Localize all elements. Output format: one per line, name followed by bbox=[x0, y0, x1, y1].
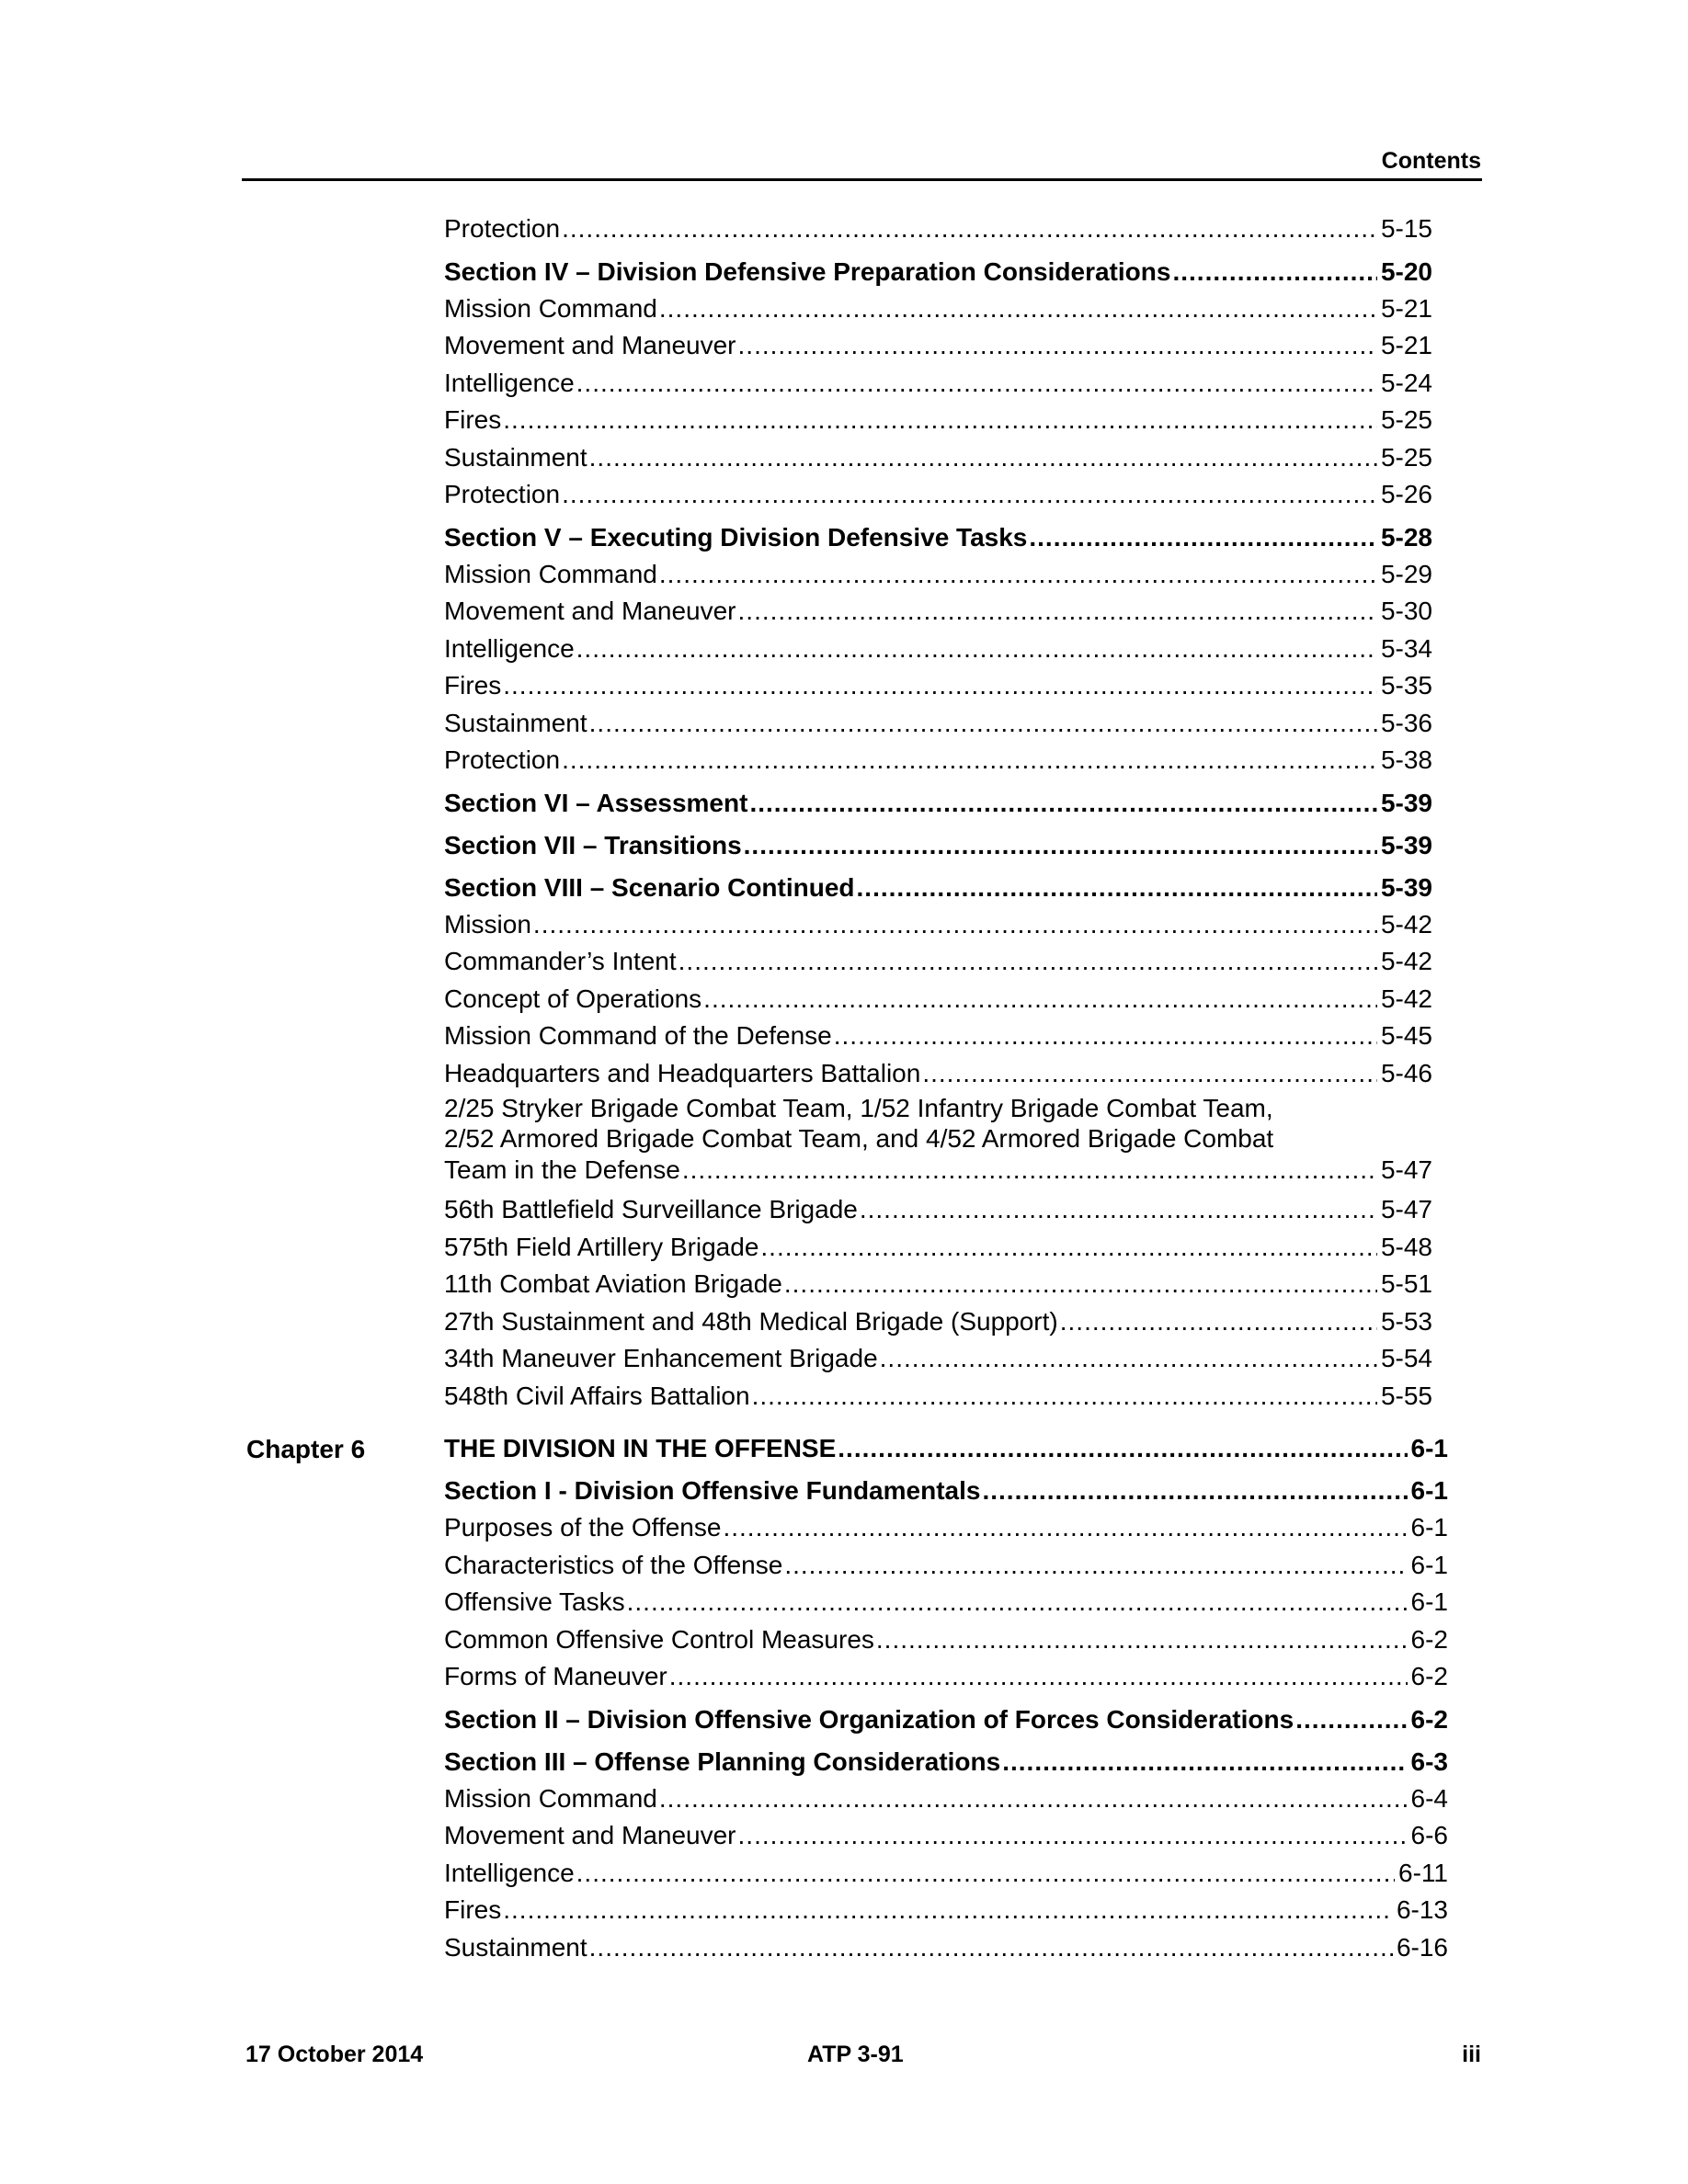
toc-entry-line bbox=[444, 1704, 1448, 1735]
toc-entry-line bbox=[444, 1475, 1448, 1507]
toc-entry-label: Forms of Maneuver bbox=[444, 1662, 667, 1690]
toc-entry[interactable] bbox=[0, 1341, 1688, 1379]
toc-entry-page: 5-15 bbox=[1380, 214, 1432, 243]
toc-entry-label: Section VIII – Scenario Continued bbox=[444, 872, 855, 902]
toc-entry-line bbox=[444, 670, 1432, 701]
toc-entry-line bbox=[444, 1433, 1448, 1464]
toc-entry-line bbox=[444, 213, 1432, 245]
chapter-title: THE DIVISION IN THE OFFENSE bbox=[444, 1434, 837, 1462]
toc-entry-line bbox=[444, 745, 1432, 776]
toc-entry-line bbox=[444, 1746, 1448, 1778]
toc-entry[interactable] bbox=[0, 982, 1688, 1019]
toc-leader-dots bbox=[1172, 256, 1377, 288]
header-title: Contents bbox=[1381, 148, 1481, 174]
toc-entry[interactable] bbox=[0, 668, 1688, 706]
toc-leader-dots bbox=[562, 213, 1377, 245]
toc-entry-page: 5-25 bbox=[1380, 442, 1432, 472]
toc-entry-page: 6-16 bbox=[1396, 1932, 1448, 1962]
toc-leader-dots bbox=[723, 1512, 1407, 1543]
toc-entry-line bbox=[444, 1343, 1432, 1374]
toc-entry-label: 575th Field Artillery Brigade bbox=[444, 1232, 759, 1261]
toc-entry-page: 6-4 bbox=[1410, 1783, 1448, 1813]
toc-entry-label-line2: 2/52 Armored Brigade Combat Team, and 4/52 Armored Brigade Combat bbox=[444, 1124, 1274, 1153]
toc-entry-page: 5-51 bbox=[1380, 1269, 1432, 1298]
toc-entry-label: 11th Combat Aviation Brigade bbox=[444, 1269, 782, 1298]
toc-leader-dots bbox=[738, 1820, 1408, 1851]
toc-leader-dots bbox=[784, 1550, 1407, 1581]
toc-entry-page: 5-28 bbox=[1380, 522, 1432, 552]
toc-entry-page: 5-25 bbox=[1380, 405, 1432, 434]
toc-entry-page: 6-6 bbox=[1410, 1821, 1448, 1849]
toc-entry-label: Section I - Division Offensive Fundamentals bbox=[444, 1476, 981, 1505]
toc-entry-line bbox=[444, 1894, 1448, 1926]
toc-entry[interactable] bbox=[0, 557, 1688, 595]
toc-entry-label: Mission bbox=[444, 909, 531, 938]
toc-entry-page: 6-1 bbox=[1410, 1476, 1448, 1505]
toc-entry-page: 5-36 bbox=[1380, 708, 1432, 737]
toc-entry-label: Protection bbox=[444, 480, 561, 508]
toc-entry-label: Section IV – Division Defensive Preparation Considerations bbox=[444, 256, 1171, 286]
toc-entry[interactable] bbox=[0, 515, 1688, 557]
toc-entry-page: 5-47 bbox=[1380, 1195, 1432, 1223]
toc-leader-dots bbox=[834, 1020, 1377, 1052]
toc-leader-dots bbox=[760, 1232, 1377, 1263]
toc-leader-dots bbox=[679, 946, 1377, 977]
toc-leader-dots bbox=[682, 1155, 1377, 1186]
toc-entry-line bbox=[444, 596, 1432, 627]
toc-entry-line bbox=[444, 1232, 1432, 1263]
toc-entry-line bbox=[444, 1820, 1448, 1851]
toc-entry[interactable] bbox=[0, 944, 1688, 982]
toc-leader-dots bbox=[744, 830, 1377, 861]
toc-leader-dots bbox=[589, 708, 1377, 739]
toc-entry-label: Fires bbox=[444, 405, 502, 434]
toc-leader-dots bbox=[982, 1475, 1407, 1507]
toc-entry-line bbox=[444, 1020, 1432, 1052]
toc-entry-label: Commander’s Intent bbox=[444, 947, 677, 975]
toc-entry[interactable] bbox=[0, 1659, 1688, 1697]
toc-entry[interactable] bbox=[0, 403, 1688, 440]
toc-entry-page: 5-42 bbox=[1380, 984, 1432, 1013]
toc-entry-page: 5-20 bbox=[1380, 256, 1432, 286]
toc-entry-label: Section V – Executing Division Defensive Tasks bbox=[444, 522, 1028, 552]
toc-entry-label: Movement and Maneuver bbox=[444, 597, 736, 625]
toc-entry-label: Movement and Maneuver bbox=[444, 1821, 736, 1849]
toc-entry[interactable] bbox=[0, 1548, 1688, 1586]
toc-entry-page: 6-11 bbox=[1398, 1858, 1448, 1887]
toc-entry-page: 5-26 bbox=[1380, 480, 1432, 508]
toc-entry-page: 6-2 bbox=[1410, 1704, 1448, 1734]
toc-entry[interactable] bbox=[0, 594, 1688, 631]
toc-entry-line bbox=[444, 1550, 1448, 1581]
toc-leader-dots bbox=[876, 1624, 1408, 1655]
toc-leader-dots bbox=[738, 596, 1377, 627]
toc-entry-label: Section VI – Assessment bbox=[444, 788, 748, 817]
toc-entry-label: 34th Maneuver Enhancement Brigade bbox=[444, 1344, 878, 1372]
toc-entry-line bbox=[444, 1155, 1432, 1186]
toc-entry-line bbox=[444, 1661, 1448, 1692]
toc-leader-dots bbox=[576, 368, 1377, 399]
toc-entry[interactable] bbox=[0, 1781, 1688, 1819]
toc-leader-dots bbox=[703, 984, 1377, 1015]
toc-leader-dots bbox=[533, 909, 1377, 940]
toc-entry-label: Section III – Offense Planning Considerations bbox=[444, 1746, 1001, 1776]
toc-entry-label: Sustainment bbox=[444, 708, 587, 737]
toc-entry-page: 5-48 bbox=[1380, 1232, 1432, 1261]
toc-entry-line bbox=[444, 1624, 1448, 1655]
toc-entry-page: 6-2 bbox=[1410, 1624, 1448, 1654]
toc-entry-page: 5-55 bbox=[1380, 1381, 1432, 1410]
toc-entry-page: 6-1 bbox=[1410, 1587, 1448, 1616]
toc-entry-line bbox=[444, 1194, 1432, 1225]
toc-entry-page: 5-42 bbox=[1380, 947, 1432, 975]
toc-entry[interactable] bbox=[0, 1856, 1688, 1894]
toc-entry[interactable] bbox=[0, 1818, 1688, 1856]
footer-publication: ATP 3-91 bbox=[807, 2042, 904, 2067]
toc-entry[interactable] bbox=[0, 1893, 1688, 1930]
toc-entry-label: Characteristics of the Offense bbox=[444, 1550, 783, 1579]
toc-entry-line bbox=[444, 330, 1432, 361]
toc-entry-page: 6-13 bbox=[1396, 1895, 1448, 1924]
toc-entry-line bbox=[444, 708, 1432, 739]
toc-leader-dots bbox=[752, 1381, 1377, 1412]
toc-entry-label: Intelligence bbox=[444, 633, 575, 663]
toc-entry-label: Section II – Division Offensive Organization of Forces Considerations bbox=[444, 1704, 1295, 1734]
toc-entry-label: Mission Command bbox=[444, 559, 657, 588]
toc-entry[interactable] bbox=[0, 1230, 1688, 1268]
toc-entry-label: Concept of Operations bbox=[444, 984, 702, 1013]
toc-entry-line bbox=[444, 1783, 1448, 1814]
toc-entry-page: 6-2 bbox=[1410, 1662, 1448, 1690]
toc-entry[interactable] bbox=[0, 1930, 1688, 1968]
toc-entry-page: 5-45 bbox=[1380, 1021, 1432, 1050]
toc-entry[interactable] bbox=[0, 1018, 1688, 1056]
toc-entry-label: Movement and Maneuver bbox=[444, 331, 736, 359]
toc-entry-line bbox=[444, 909, 1432, 940]
toc-entry-page: 5-54 bbox=[1380, 1344, 1432, 1372]
toc-entry-page: 5-42 bbox=[1380, 909, 1432, 938]
toc-leader-dots bbox=[1295, 1704, 1407, 1735]
toc-entry-page: 5-47 bbox=[1380, 1155, 1432, 1184]
toc-entry[interactable] bbox=[0, 1697, 1688, 1739]
table-of-contents bbox=[0, 211, 1688, 1967]
toc-entry-line bbox=[444, 984, 1432, 1015]
toc-entry[interactable] bbox=[0, 1304, 1688, 1342]
toc-entry-line bbox=[444, 1932, 1448, 1963]
toc-entry-label-line3: Team in the Defense bbox=[444, 1155, 680, 1184]
toc-entry-line bbox=[444, 293, 1432, 324]
toc-entry-page: 6-1 bbox=[1410, 1513, 1448, 1541]
toc-leader-dots bbox=[503, 404, 1377, 436]
toc-entry-label: 548th Civil Affairs Battalion bbox=[444, 1381, 750, 1410]
toc-leader-dots bbox=[562, 745, 1377, 776]
toc-entry-label: 56th Battlefield Surveillance Brigade bbox=[444, 1195, 858, 1223]
toc-entry-page: 5-24 bbox=[1380, 368, 1432, 397]
toc-entry[interactable] bbox=[0, 1267, 1688, 1304]
toc-entry[interactable] bbox=[0, 823, 1688, 865]
toc-entry-line bbox=[444, 872, 1432, 904]
toc-entry-page: 5-53 bbox=[1380, 1306, 1432, 1336]
toc-entry-line bbox=[444, 256, 1432, 288]
toc-entry[interactable] bbox=[0, 249, 1688, 291]
toc-leader-dots bbox=[659, 559, 1377, 590]
toc-entry[interactable] bbox=[0, 1056, 1688, 1094]
toc-entry-line bbox=[444, 1268, 1432, 1300]
toc-entry-label: 27th Sustainment and 48th Medical Brigade (Support) bbox=[444, 1306, 1058, 1336]
toc-entry-label: Fires bbox=[444, 1895, 502, 1924]
toc-entry-label: Mission Command bbox=[444, 1783, 657, 1813]
toc-entry-line bbox=[444, 368, 1432, 399]
toc-entry-line bbox=[444, 1858, 1448, 1889]
toc-leader-dots bbox=[627, 1587, 1408, 1618]
toc-leader-dots bbox=[1002, 1746, 1407, 1778]
toc-entry-label-line1: 2/25 Stryker Brigade Combat Team, 1/52 Infantry Brigade Combat Team, bbox=[444, 1094, 1273, 1122]
toc-entry-label: Offensive Tasks bbox=[444, 1587, 625, 1616]
toc-entry[interactable] bbox=[0, 1192, 1688, 1230]
toc-entry-line bbox=[444, 633, 1432, 665]
toc-entry-label: Common Offensive Control Measures bbox=[444, 1624, 874, 1654]
toc-entry[interactable] bbox=[0, 1379, 1688, 1416]
toc-entry-label: Protection bbox=[444, 214, 561, 243]
footer-date: 17 October 2014 bbox=[245, 2042, 424, 2067]
toc-leader-dots bbox=[1029, 522, 1377, 553]
toc-entry-page: 5-35 bbox=[1380, 671, 1432, 700]
toc-entry[interactable] bbox=[0, 631, 1688, 669]
toc-chapter-heading[interactable] bbox=[0, 1426, 1688, 1468]
toc-entry-line bbox=[444, 522, 1432, 553]
toc-entry-page: 5-39 bbox=[1380, 872, 1432, 902]
toc-entry[interactable] bbox=[0, 865, 1688, 907]
toc-leader-dots bbox=[669, 1661, 1408, 1692]
footer-page-number: iii bbox=[1462, 2042, 1481, 2067]
toc-entry[interactable] bbox=[0, 743, 1688, 780]
toc-entry-label: Section VII – Transitions bbox=[444, 830, 742, 859]
toc-entry-label: Protection bbox=[444, 745, 561, 774]
toc-entry-line bbox=[444, 479, 1432, 510]
toc-entry-line bbox=[444, 830, 1432, 861]
toc-entry[interactable] bbox=[0, 1622, 1688, 1660]
toc-entry-page: 5-39 bbox=[1380, 830, 1432, 859]
toc-leader-dots bbox=[857, 872, 1377, 904]
toc-leader-dots bbox=[503, 670, 1377, 701]
toc-leader-dots bbox=[1060, 1306, 1377, 1337]
toc-entry[interactable] bbox=[0, 477, 1688, 515]
toc-leader-dots bbox=[503, 1894, 1393, 1926]
toc-entry-line bbox=[444, 1381, 1432, 1412]
toc-leader-dots bbox=[860, 1194, 1377, 1225]
toc-entry-line bbox=[444, 1306, 1432, 1337]
toc-entry-multiline[interactable] bbox=[0, 1093, 1688, 1192]
toc-entry-page: 5-38 bbox=[1380, 745, 1432, 774]
toc-entry-line bbox=[444, 1587, 1448, 1618]
toc-entry-line bbox=[444, 1058, 1432, 1089]
toc-leader-dots bbox=[749, 788, 1377, 819]
toc-entry-line bbox=[444, 404, 1432, 436]
toc-entry-label: Headquarters and Headquarters Battalion bbox=[444, 1058, 921, 1087]
toc-entry-page: 5-30 bbox=[1380, 597, 1432, 625]
toc-entry-line bbox=[444, 788, 1432, 819]
toc-entry-label: Sustainment bbox=[444, 442, 587, 472]
toc-leader-dots bbox=[562, 479, 1377, 510]
toc-entry-page: 5-29 bbox=[1380, 559, 1432, 588]
toc-leader-dots bbox=[738, 330, 1377, 361]
toc-entry[interactable] bbox=[0, 366, 1688, 404]
toc-entry[interactable] bbox=[0, 1585, 1688, 1622]
toc-leader-dots bbox=[784, 1268, 1377, 1300]
toc-entry-page: 5-46 bbox=[1380, 1058, 1432, 1087]
toc-leader-dots bbox=[589, 1932, 1393, 1963]
toc-leader-dots bbox=[880, 1343, 1377, 1374]
toc-entry[interactable] bbox=[0, 706, 1688, 744]
header-rule bbox=[242, 178, 1482, 181]
toc-entry[interactable] bbox=[0, 328, 1688, 366]
toc-entry-page: 6-3 bbox=[1410, 1746, 1448, 1776]
toc-leader-dots bbox=[589, 442, 1377, 473]
chapter-label: Chapter 6 bbox=[246, 1435, 366, 1463]
toc-entry[interactable] bbox=[0, 1510, 1688, 1548]
toc-entry-line bbox=[444, 946, 1432, 977]
toc-leader-dots bbox=[659, 293, 1377, 324]
toc-entry[interactable] bbox=[0, 1739, 1688, 1781]
toc-entry-page: 6-1 bbox=[1410, 1434, 1448, 1462]
toc-entry-line bbox=[444, 559, 1432, 590]
toc-entry-label: Mission Command bbox=[444, 293, 657, 323]
toc-entry[interactable] bbox=[0, 211, 1688, 249]
toc-entry-page: 5-39 bbox=[1380, 788, 1432, 817]
toc-entry-page: 5-21 bbox=[1380, 293, 1432, 323]
toc-entry-page: 6-1 bbox=[1410, 1550, 1448, 1579]
toc-entry-label: Fires bbox=[444, 671, 502, 700]
toc-entry[interactable] bbox=[0, 440, 1688, 478]
toc-entry[interactable] bbox=[0, 907, 1688, 945]
toc-entry-page: 5-21 bbox=[1380, 331, 1432, 359]
toc-entry-label: Mission Command of the Defense bbox=[444, 1021, 832, 1050]
toc-entry-label: Intelligence bbox=[444, 368, 575, 397]
toc-entry-page: 5-34 bbox=[1380, 633, 1432, 663]
toc-leader-dots bbox=[659, 1783, 1408, 1814]
toc-leader-dots bbox=[922, 1058, 1377, 1089]
toc-leader-dots bbox=[838, 1433, 1407, 1464]
toc-leader-dots bbox=[576, 633, 1377, 665]
toc-entry-label: Intelligence bbox=[444, 1858, 575, 1887]
toc-entry[interactable] bbox=[0, 780, 1688, 823]
toc-leader-dots bbox=[576, 1858, 1395, 1889]
toc-entry[interactable] bbox=[0, 1468, 1688, 1510]
toc-entry-line bbox=[444, 1512, 1448, 1543]
toc-entry-label: Sustainment bbox=[444, 1932, 587, 1962]
toc-entry-line bbox=[444, 442, 1432, 473]
toc-entry[interactable] bbox=[0, 291, 1688, 329]
toc-entry-label: Purposes of the Offense bbox=[444, 1513, 722, 1541]
